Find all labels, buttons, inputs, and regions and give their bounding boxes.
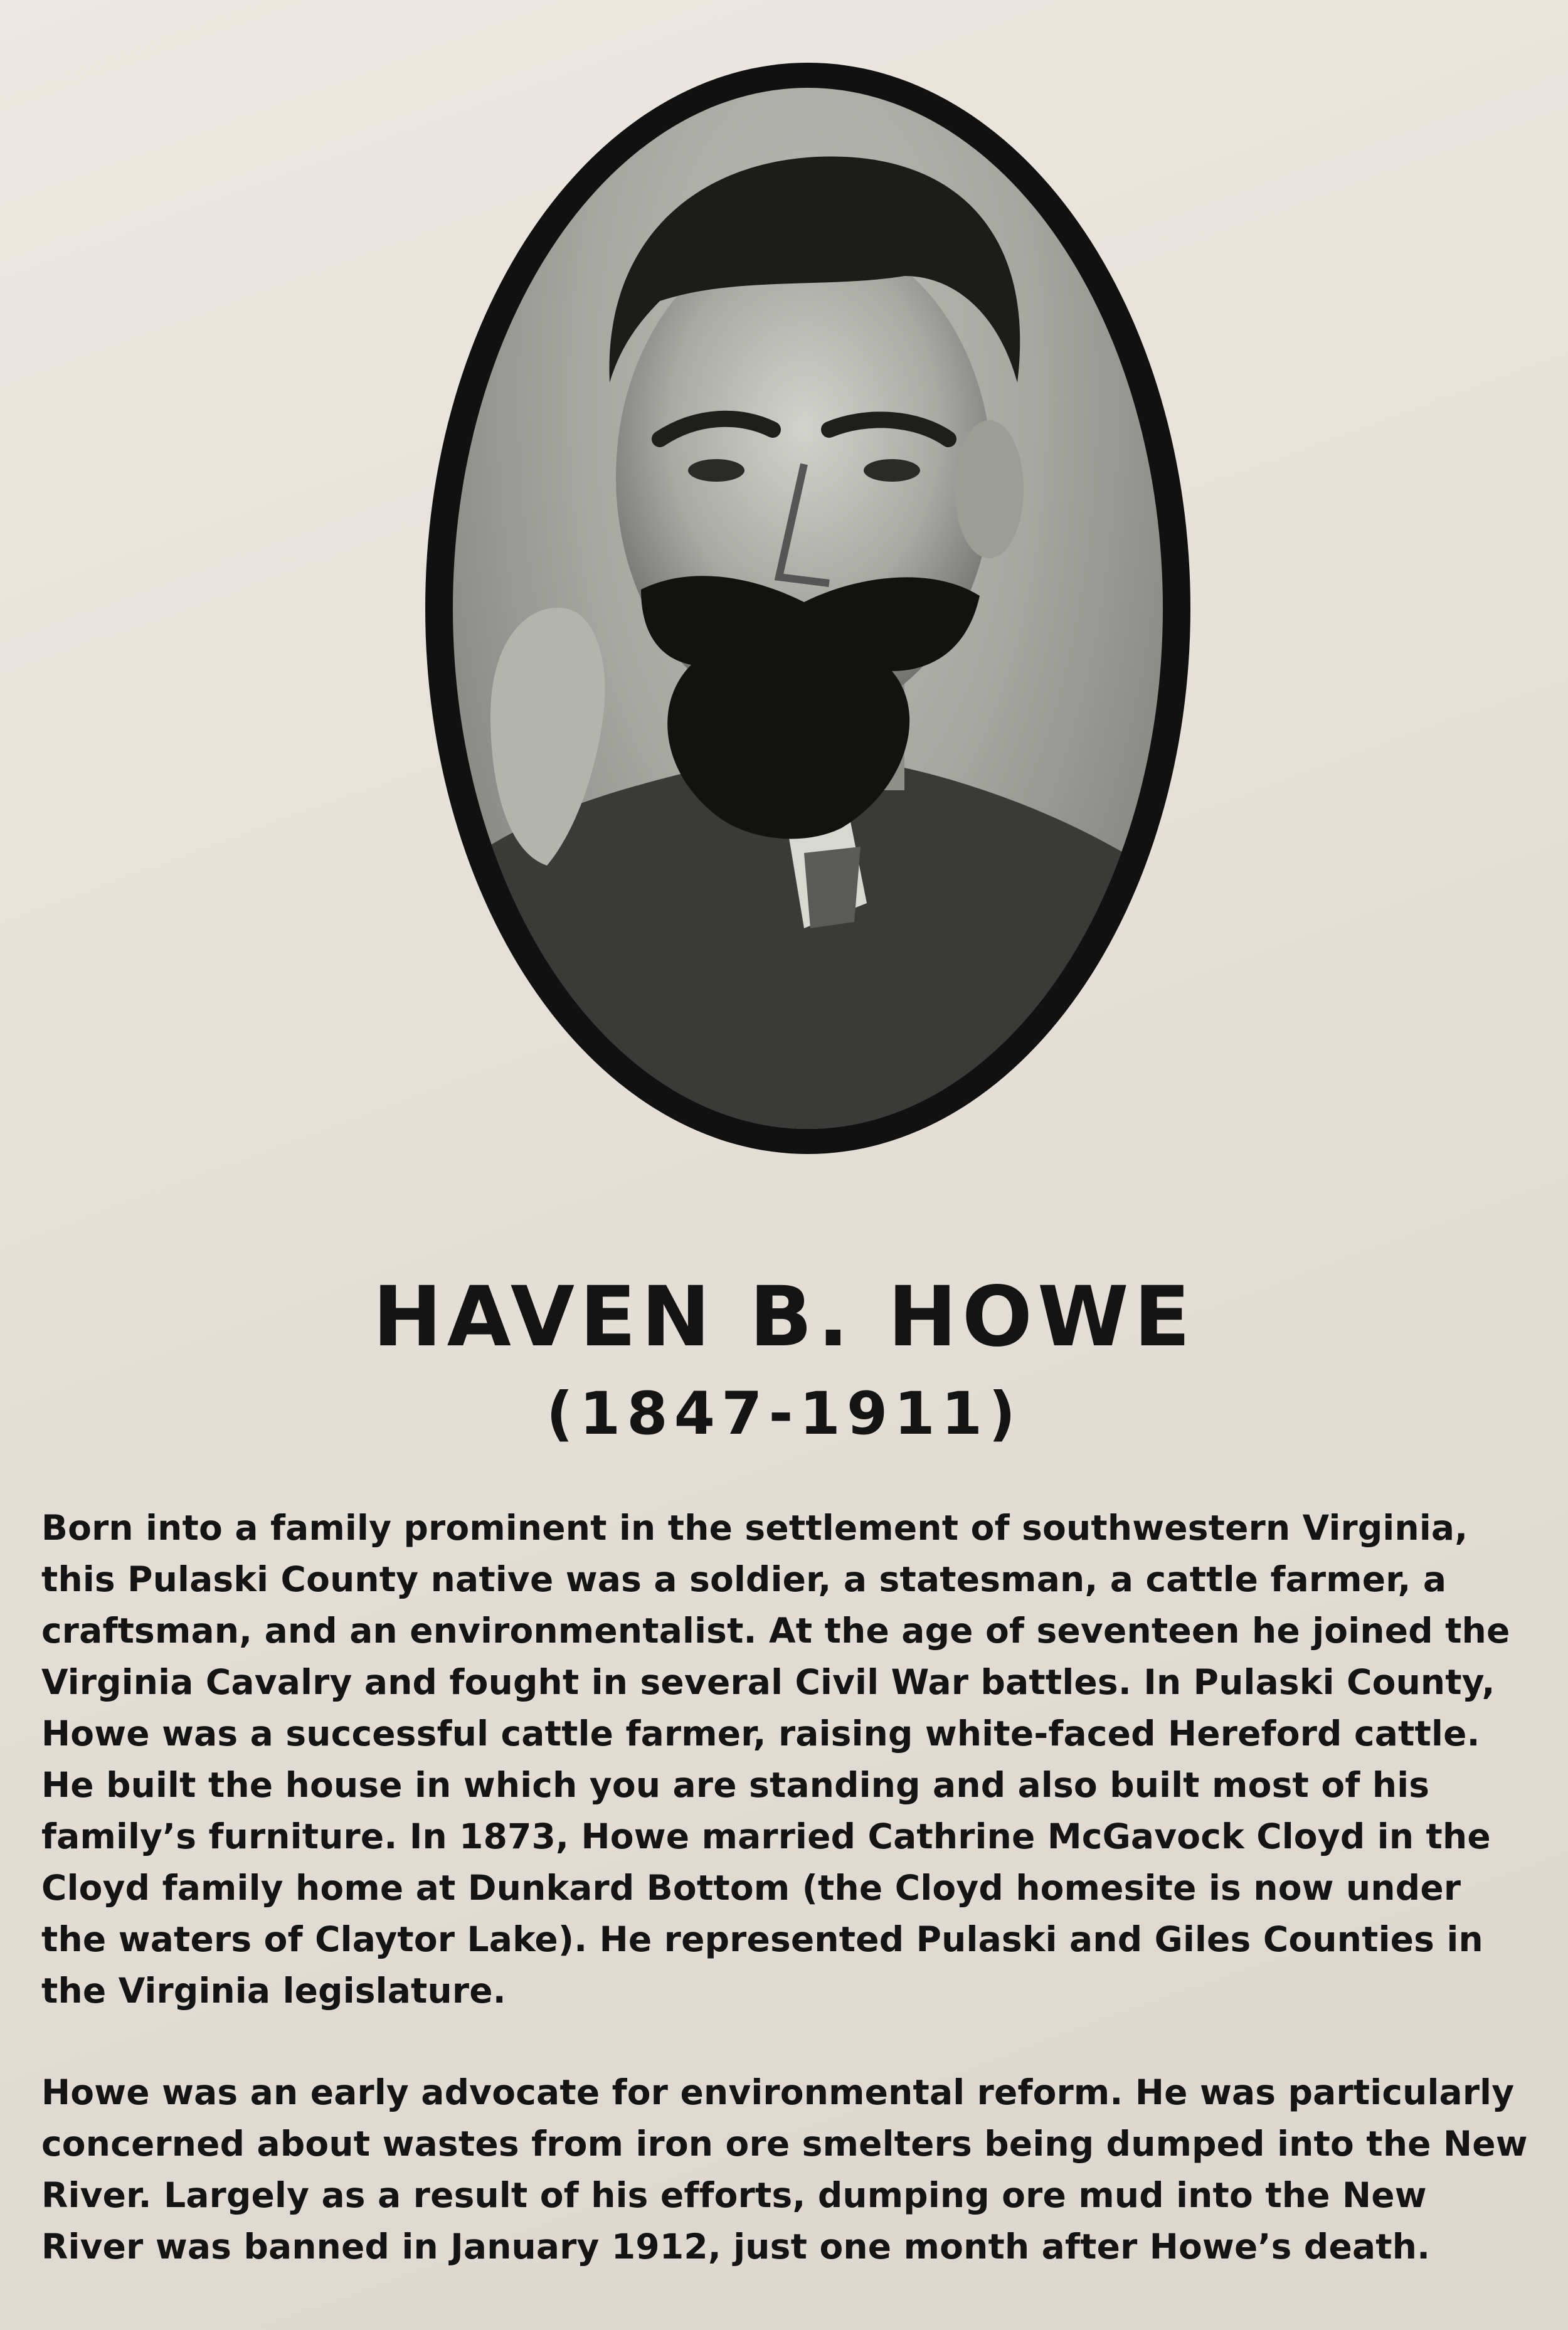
biography-paragraph: Howe was an early advocate for environmental reform. He was particularly concerned about wastes from iron ore smelters being dumped into the New River. Largely as a result of his efforts, dumping ore mud into the New River was banned in January 1912, just one month after Howe’s death. xyxy=(41,2072,1528,2267)
portrait-illustration xyxy=(453,88,1163,1129)
biography-text xyxy=(41,1502,1528,2272)
biography-paragraph: Born into a family prominent in the settlement of southwestern Virginia, this Pulaski County native was a soldier, a statesman, a cattle farmer, a craftsman, and an environmentalist. At the age of seventeen he joined the Virginia Cavalry and fought in several Civil War battles. In Pulaski County, Howe was a successful cattle farmer, raising white-faced Hereford cattle. He built the house in which you are standing and also built most of his family’s furniture. In 1873, Howe married Cathrine McGavock Cloyd in the Cloyd family home at Dunkard Bottom (the Cloyd homesite is now under the waters of Claytor Lake). He represented Pulaski and Giles Counties in the Virginia legislature. xyxy=(41,1508,1510,2011)
portrait-photo xyxy=(453,88,1163,1129)
life-dates: (1847-1911) xyxy=(546,1380,1022,1448)
person-name-heading: HAVEN B. HOWE xyxy=(373,1269,1195,1365)
